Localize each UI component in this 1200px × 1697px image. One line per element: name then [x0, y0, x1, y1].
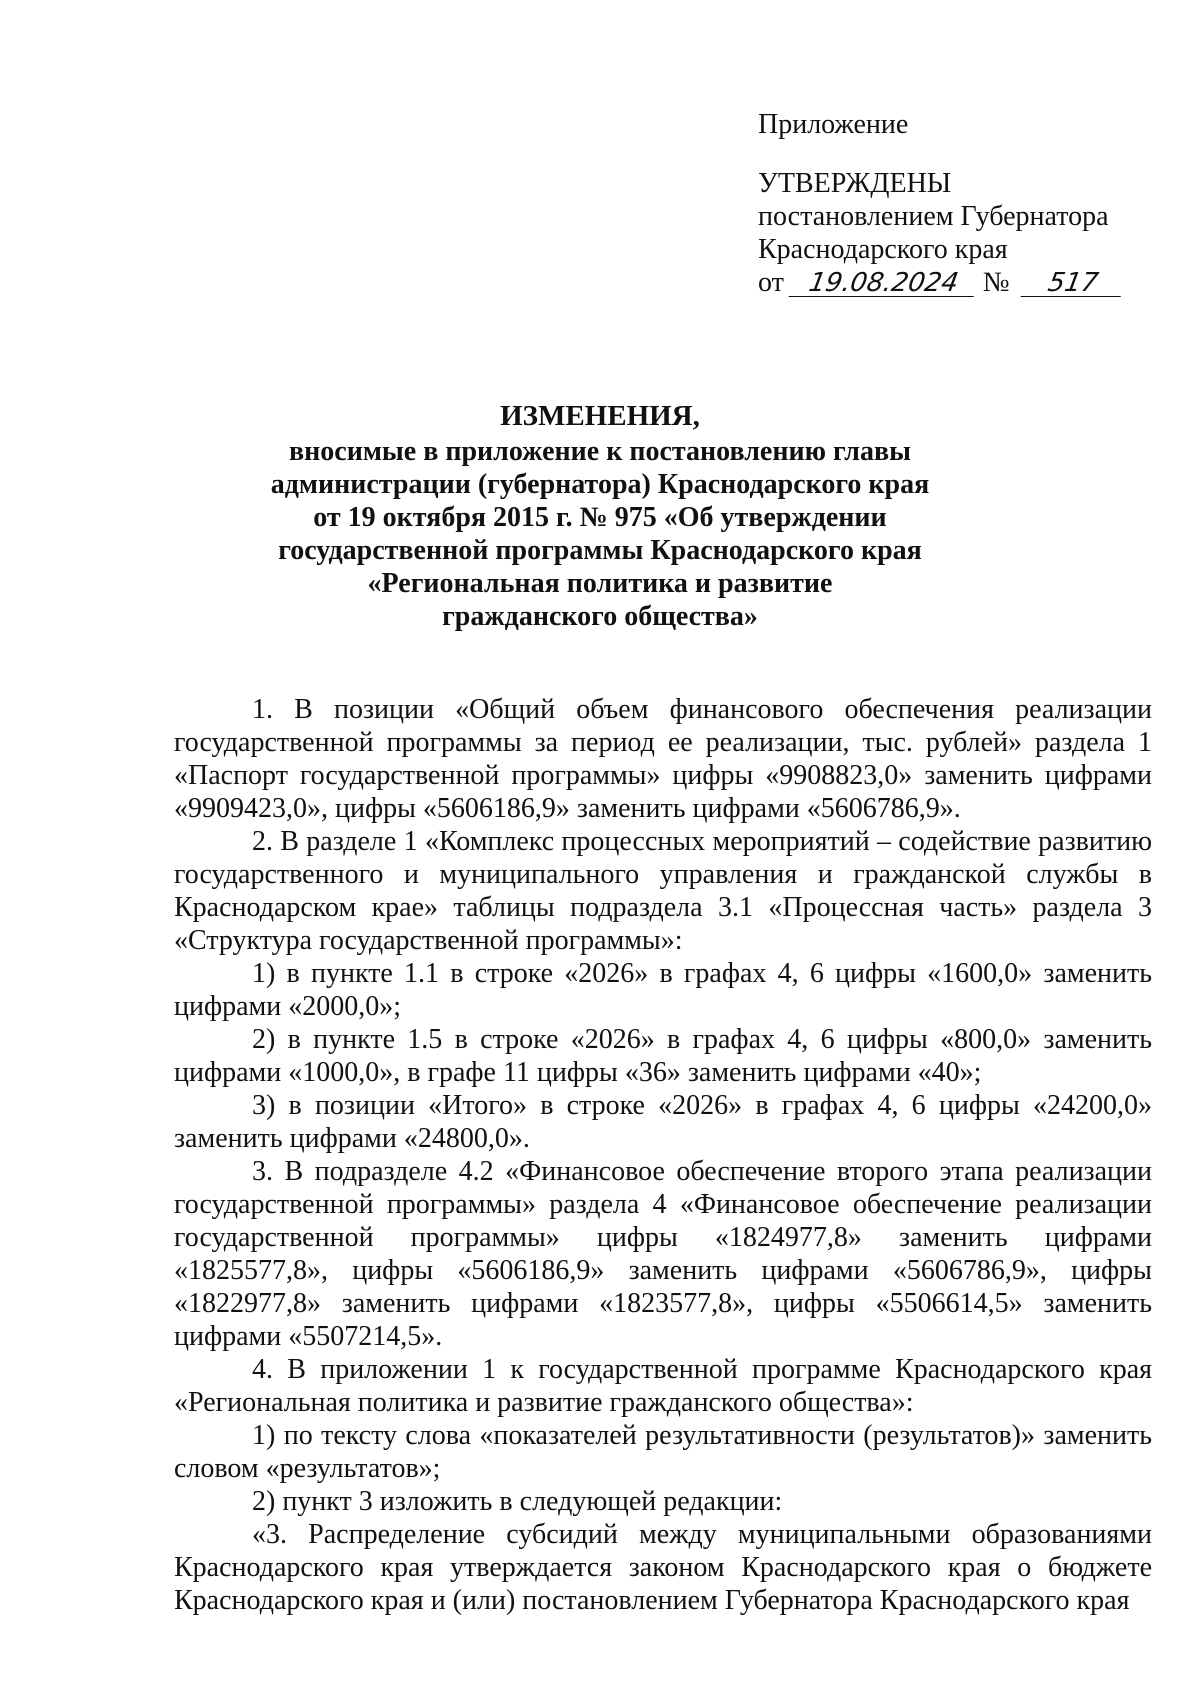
paragraph: 3. В подразделе 4.2 «Финансовое обеспечение второго этапа реализации государственной программы» раздела 4 «Финансовое обеспечение реализации государственной программы» цифры «1824977,8» заменить цифрами «1825577,8», цифры «5606186,9» заменить цифрами «5606786,9», цифры «1822977,8» заменить цифрами «1823577,8», цифры «5506614,5» заменить цифрами «5507214,5».: [174, 1156, 1152, 1352]
paragraph: 1) в пункте 1.1 в строке «2026» в графах 4, 6 цифры «1600,0» заменить цифрами «2000,0»;: [174, 958, 1152, 1022]
paragraph: 2. В разделе 1 «Комплекс процессных мероприятий – содействие развитию государственного и муниципального управления и гражданской службы в Краснодарском крае» таблицы подраздела 3.1 «Процессная часть» раздела 3 «Структура государственной программы»:: [174, 826, 1152, 956]
paragraph: 4. В приложении 1 к государственной программе Краснодарского края «Региональная политика и развитие гражданского общества»:: [174, 1354, 1152, 1418]
title-line: вносимые в приложение к постановлению главы: [289, 436, 911, 467]
document-body: [174, 693, 1152, 1617]
appendix-label: Приложение: [758, 109, 909, 140]
title-line: администрации (губернатора) Краснодарского края: [270, 469, 930, 500]
approval-date-line: [758, 266, 1158, 299]
approved-region: Краснодарского края: [758, 234, 1008, 265]
title-line: государственной программы Краснодарского края: [278, 535, 922, 566]
paragraph: 1. В позиции «Общий объем финансового обеспечения реализации государственной программы за период ее реализации, тыс. рублей» раздела 1 «Паспорт государственной программы» цифры «9908823,0» заменить цифрами «9909423,0», цифры «5606186,9» заменить цифрами «5606786,9».: [174, 694, 1152, 824]
approval-block: [758, 108, 1158, 299]
number-prefix: №: [982, 267, 1010, 298]
paragraph: 2) пункт 3 изложить в следующей редакции:: [252, 1486, 783, 1517]
paragraph: 1) по тексту слова «показателей результативности (результатов)» заменить словом «результатов»;: [174, 1420, 1152, 1484]
handwritten-date: 19.08.2024: [788, 270, 978, 297]
paragraph: 3) в позиции «Итого» в строке «2026» в графах 4, 6 цифры «24200,0» заменить цифрами «24800,0».: [174, 1090, 1152, 1154]
document-title: [240, 400, 960, 633]
paragraph: «3. Распределение субсидий между муниципальными образованиями Краснодарского края утверждается законом Краснодарского края о бюджете Краснодарского края и (или) постановлением Губернатора Краснодарского края: [174, 1519, 1152, 1616]
paragraph: 2) в пункте 1.5 в строке «2026» в графах 4, 6 цифры «800,0» заменить цифрами «1000,0», в графе 11 цифры «36» заменить цифрами «40»;: [174, 1024, 1152, 1088]
title-heading: ИЗМЕНЕНИЯ,: [500, 400, 700, 432]
title-line: «Региональная политика и развитие: [367, 568, 833, 599]
approved-label: УТВЕРЖДЕНЫ: [758, 168, 952, 199]
approved-by: постановлением Губернатора: [758, 201, 1109, 232]
title-line: от 19 октября 2015 г. № 975 «Об утверждении: [313, 502, 887, 533]
date-prefix: от: [758, 267, 784, 298]
title-line: гражданского общества»: [442, 601, 758, 632]
handwritten-number: 517: [1020, 270, 1125, 297]
